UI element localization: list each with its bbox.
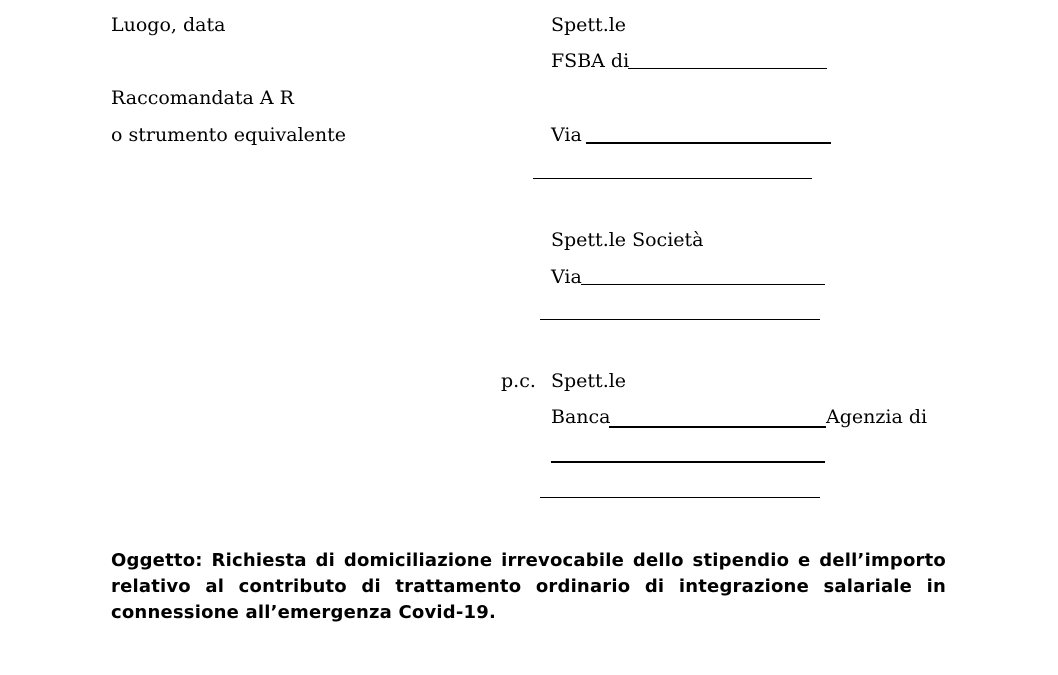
company-via-blank-line: [581, 284, 825, 285]
subject-line-3: connessione all’emergenza Covid-19.: [111, 602, 497, 623]
subject-line-1: Oggetto: Richiesta di domiciliazione irrevocabile dello stipendio e dell’importo: [111, 550, 946, 571]
registered-mail-label: Raccomandata A R: [111, 87, 294, 109]
company-via-label: Via: [551, 266, 582, 288]
agency-label: Agenzia di: [826, 406, 928, 428]
place-date-label: Luogo, data: [111, 14, 226, 36]
bank-blank-line: [609, 426, 826, 428]
subject-line-2: relativo al contributo di trattamento ordinario di integrazione salariale in: [111, 576, 946, 597]
fsba-address-blank-line: [533, 178, 812, 179]
fsba-salutation: Spett.le: [551, 14, 627, 36]
subject-paragraph: [111, 548, 946, 626]
company-salutation: Spett.le Società: [551, 229, 704, 251]
fsba-via-blank-line: [586, 142, 831, 144]
cc-label: p.c.: [501, 370, 536, 392]
fsba-label: FSBA di: [551, 50, 630, 72]
bank-label: Banca: [551, 406, 611, 428]
equivalent-instrument-label: o strumento equivalente: [111, 124, 347, 146]
bank-salutation: Spett.le: [551, 370, 627, 392]
fsba-via-label: Via: [551, 124, 582, 146]
bank-agency-blank-line: [551, 461, 825, 463]
fsba-blank-line: [628, 68, 827, 69]
bank-address-blank-line: [540, 497, 820, 498]
company-address-blank-line: [540, 319, 820, 320]
